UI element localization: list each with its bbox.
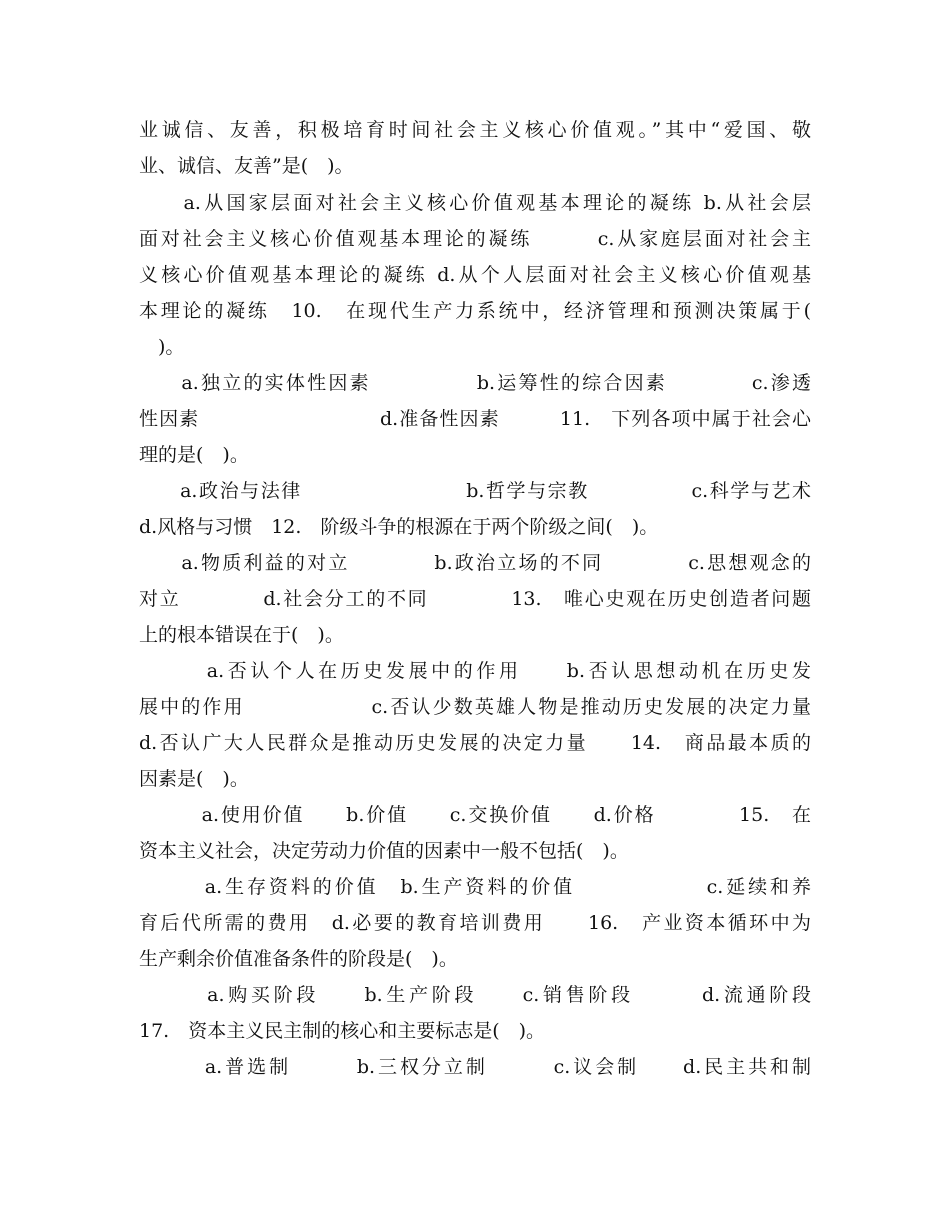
text-line-3: a.从国家层面对社会主义核心价值观基本理论的凝练 b.从社会层 — [139, 192, 811, 214]
text-line-27: a.普选制 b.三权分立制 c.议会制 d.民主共和制 — [139, 1056, 811, 1078]
text-line-2: 业、诚信、友善”是( )。 — [139, 155, 354, 177]
text-line-1: 业诚信、友善，积极培育时间社会主义核心价值观。”其中“爱国、敬 — [139, 119, 811, 141]
text-line-10: 理的是( )。 — [139, 444, 249, 466]
text-line-24: 生产剩余价值准备条件的阶段是( )。 — [139, 948, 458, 970]
text-line-5: 义核心价值观基本理论的凝练 d.从个人层面对社会主义核心价值观基 — [139, 264, 811, 286]
text-line-21: 资本主义社会，决定劳动力价值的因素中一般不包括( )。 — [139, 840, 629, 862]
text-line-26: 17. 资本主义民主制的核心和主要标志是( )。 — [139, 1020, 546, 1042]
text-line-11: a.政治与法律 b.哲学与宗教 c.科学与艺术 — [139, 480, 811, 502]
text-line-13: a.物质利益的对立 b.政治立场的不同 c.思想观念的 — [139, 552, 811, 574]
text-line-9: 性因素 d.准备性因素 11. 下列各项中属于社会心 — [139, 408, 811, 430]
text-line-14: 对立 d.社会分工的不同 13. 唯心史观在历史创造者问题 — [139, 588, 811, 610]
text-line-6: 本理论的凝练 10. 在现代生产力系统中，经济管理和预测决策属于( — [139, 300, 811, 322]
text-line-12: d.风格与习惯 12. 阶级斗争的根源在于两个阶级之间( )。 — [139, 516, 659, 538]
text-line-7: )。 — [139, 336, 185, 358]
text-line-23: 育后代所需的费用 d.必要的教育培训费用 16. 产业资本循环中为 — [139, 912, 811, 934]
text-line-16: a.否认个人在历史发展中的作用 b.否认思想动机在历史发 — [139, 660, 811, 682]
text-line-20: a.使用价值 b.价值 c.交换价值 d.价格 15. 在 — [139, 804, 811, 826]
text-line-4: 面对社会主义核心价值观基本理论的凝练 c.从家庭层面对社会主 — [139, 228, 811, 250]
text-line-19: 因素是( )。 — [139, 768, 249, 790]
text-line-8: a.独立的实体性因素 b.运筹性的综合因素 c.渗透 — [139, 372, 811, 394]
text-line-22: a.生存资料的价值 b.生产资料的价值 c.延续和养 — [139, 876, 811, 898]
text-line-18: d.否认广大人民群众是推动历史发展的决定力量 14. 商品最本质的 — [139, 732, 811, 754]
text-line-15: 上的根本错误在于( )。 — [139, 624, 344, 646]
text-line-17: 展中的作用 c.否认少数英雄人物是推动历史发展的决定力量 — [139, 696, 811, 718]
text-line-25: a.购买阶段 b.生产阶段 c.销售阶段 d.流通阶段 — [139, 984, 811, 1006]
